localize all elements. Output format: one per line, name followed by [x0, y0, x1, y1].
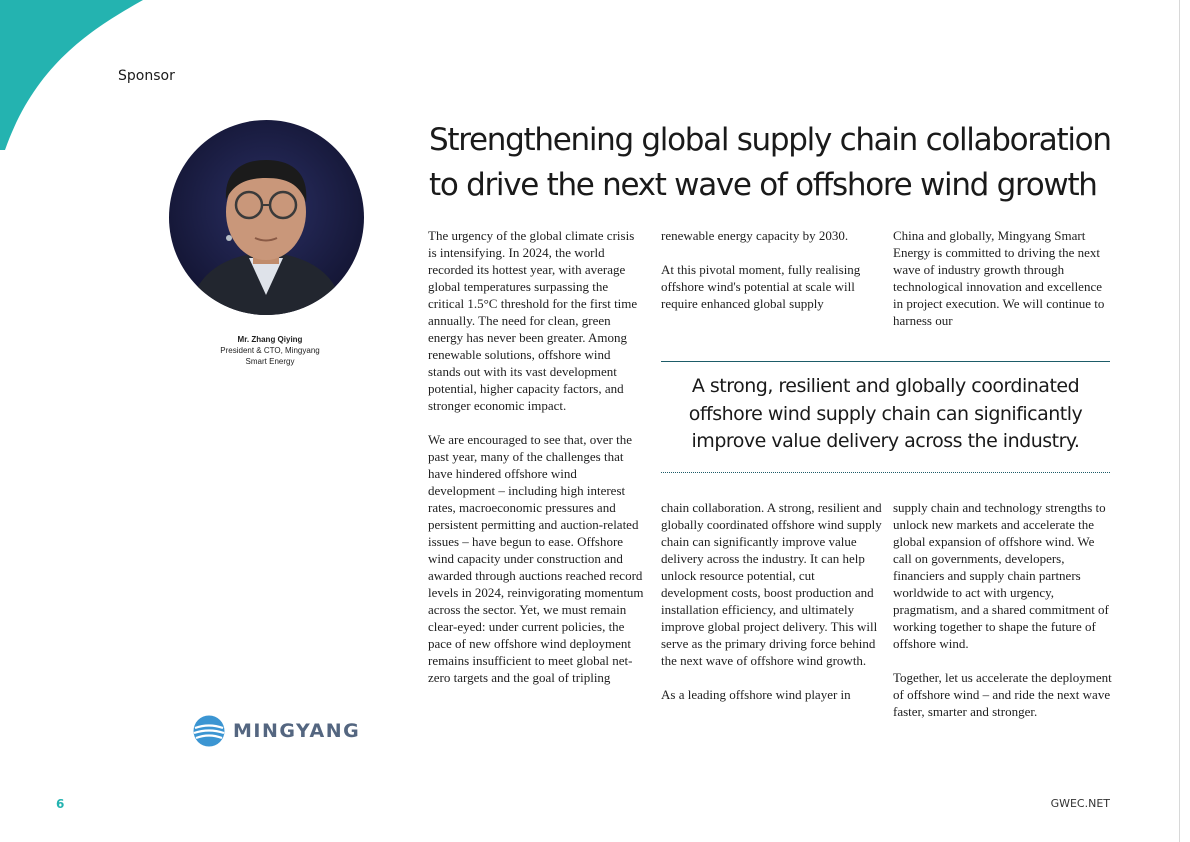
body-column-3-bottom [893, 499, 1115, 720]
logo-wordmark: MINGYANG [233, 720, 361, 742]
body-paragraph: chain collaboration. A strong, resilient and globally coordinated offshore wind supply chain can significantly improve value delivery across the industry. It can help unlock resource potential, cut development costs, boost production and installation efficiency, and ultimately improve global project delivery. This will serve as the primary driving force behind the next wave of offshore wind growth. [661, 500, 882, 668]
pull-quote [661, 373, 1110, 456]
author-name: Mr. Zhang Qiying [237, 335, 303, 344]
headline-line-1: Strengthening global supply chain collaboration [429, 122, 1111, 158]
body-paragraph: supply chain and technology strengths to unlock new markets and accelerate the global expansion of offshore wind. We call on governments, developers, financiers and supply chain partners worldwide to act with urgency, pragmatism, and a shared commitment of working together to shape the future of offshore wind. [893, 500, 1109, 651]
mingyang-globe-icon [193, 715, 225, 747]
mingyang-logo [193, 715, 360, 747]
body-column-3-top [893, 227, 1115, 329]
page-edge-divider [1179, 0, 1190, 842]
body-paragraph: renewable energy capacity by 2030. [661, 228, 849, 243]
pull-quote-top-rule [661, 361, 1110, 362]
article-headline [429, 118, 1149, 208]
body-column-2-top [661, 227, 883, 312]
body-column-2-bottom [661, 499, 883, 703]
body-paragraph: We are encouraged to see that, over the past year, many of the challenges that have hindered offshore wind development – including high interest rates, macroeconomic pressures and persistent permitting and auction-related issues – have begun to ease. Offshore wind capacity under construction and awarded through auctions reached record levels in 2024, reinvigorating momentum across the sector. Yet, we must remain clear-eyed: under current policies, the pace of new offshore wind deployment remains insufficient to meet global net-zero targets and the goal of tripling [428, 432, 644, 685]
section-label: Sponsor [118, 68, 175, 84]
body-column-1 [428, 227, 646, 686]
body-paragraph: China and globally, Mingyang Smart Energy is committed to driving the next wave of industry growth through technological innovation and excellence in project execution. We will continue to harness our [893, 228, 1105, 328]
author-portrait [169, 120, 364, 315]
author-title-line2: Smart Energy [245, 357, 295, 366]
pull-quote-bottom-rule [661, 472, 1110, 473]
body-paragraph: As a leading offshore wind player in [661, 687, 851, 702]
footer-site-link[interactable]: GWEC.NET [1050, 797, 1110, 810]
body-paragraph: The urgency of the global climate crisis is intensifying. In 2024, the world recorded its hottest year, with average global temperatures surpassing the critical 1.5°C threshold for the first time annually. The need for clean, green energy has never been greater. Among renewable solutions, offshore wind stands out with its vast development potential, higher capacity factors, and stronger economic impact. [428, 228, 638, 413]
author-title-line1: President & CTO, Mingyang [220, 346, 320, 355]
body-paragraph: Together, let us accelerate the deployment of offshore wind – and ride the next wave faster, smarter and stronger. [893, 670, 1112, 719]
pull-quote-line-3: improve value delivery across the industry. [691, 430, 1080, 452]
body-paragraph: At this pivotal moment, fully realising offshore wind's potential at scale will require enhanced global supply [661, 262, 861, 311]
author-caption [190, 334, 350, 367]
pull-quote-line-2: offshore wind supply chain can significantly [688, 402, 1083, 425]
pull-quote-line-1: A strong, resilient and globally coordinated [691, 375, 1080, 397]
portrait-illustration [169, 120, 364, 315]
page-number: 6 [56, 797, 65, 811]
headline-line-2: to drive the next wave of offshore wind growth [429, 167, 1097, 203]
